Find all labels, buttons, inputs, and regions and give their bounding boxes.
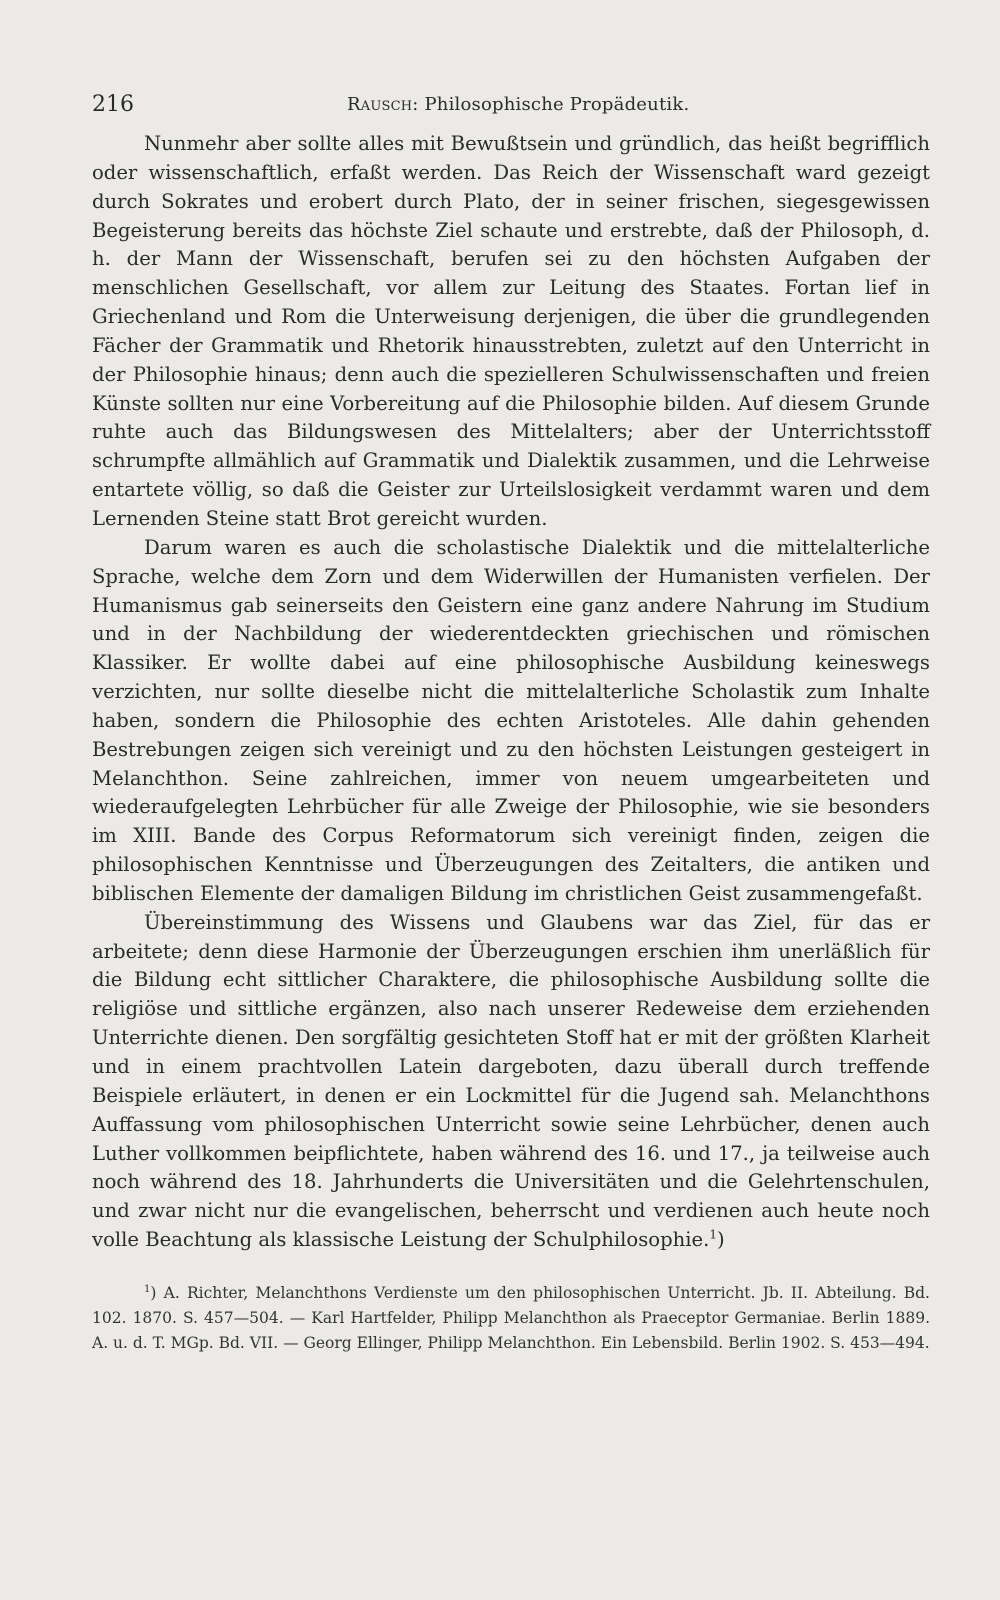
footnote [92, 1281, 930, 1356]
footnote-reference[interactable]: 1 [709, 1227, 717, 1242]
footnote-marker-close: ) [150, 1283, 164, 1302]
book-page [92, 88, 930, 1356]
footnote-reference-close: ) [716, 1228, 725, 1252]
page-number: 216 [92, 92, 134, 117]
running-head-author: Rausch [347, 94, 413, 115]
paragraph-2 [92, 534, 930, 909]
page-header [92, 88, 930, 122]
paragraph-text: Darum waren es auch die scholastische Dialektik und die mittelalterliche Sprache, welche dem Zorn und dem Widerwillen der Humanisten verfielen. Der Humanismus gab seinerseits den Geistern eine ganz andere Nahrung im Studium und in der Nachbildung der wiederentdeckten griechischen und römischen Klassiker. Er wollte dabei auf eine philosophische Ausbildung keineswegs verzichten, nur sollte dieselbe nicht die mittelalterliche Scholastik zum Inhalte haben, sondern die Philosophie des echten Aristoteles. Alle dahin gehenden Bestrebungen zeigen sich vereinigt und zu den höchsten Leistungen gesteigert in Melanchthon. Seine zahlreichen, immer von neuem umgearbeiteten und wiederaufgelegten Lehrbücher für alle Zweige der Philosophie, wie sie besonders im XIII. Bande des Corpus Reformatorum sich vereinigt finden, zeigen die philosophischen Kenntnisse und Überzeugungen des Zeitalters, die antiken und biblischen Elemente der damaligen Bildung im christlichen Geist zusammengefaßt. [92, 535, 930, 905]
footnote-paragraph [92, 1281, 930, 1356]
footnote-text: A. Richter, Melanchthons Verdienste um den philosophischen Unterricht. Jb. II. Abteilung. Bd. 102. 1870. S. 457—504. — Karl Hartfelder, Philipp Melanchthon als Praeceptor Germaniae. Berlin 1889. A. u. d. T. MGp. Bd. VII. — Georg Ellinger, Philipp Melanchthon. Ein Lebensbild. Berlin 1902. S. 453—494. [92, 1283, 930, 1352]
footnote-marker: 1 [144, 1283, 151, 1295]
body-text [92, 130, 930, 1255]
running-head [347, 88, 689, 122]
running-head-title: Philosophische Propädeutik. [424, 94, 690, 115]
paragraph-text: Nunmehr aber sollte alles mit Bewußtsein und gründlich, das heißt begrifflich oder wissenschaftlich, erfaßt werden. Das Reich der Wissenschaft ward gezeigt durch Sokrates und erobert durch Plato, der in seiner frischen, siegesgewissen Begeisterung bereits das höchste Ziel schaute und erstrebte, daß der Philosoph, d. h. der Mann der Wissenschaft, berufen sei zu den höchsten Aufgaben der menschlichen Gesellschaft, vor allem zur Leitung des Staates. Fortan lief in Griechenland und Rom die Unterweisung derjenigen, die über die grundlegenden Fächer der Grammatik und Rhetorik hinausstrebten, zuletzt auf den Unterricht in der Philosophie hinaus; denn auch die spezielleren Schulwissenschaften und freien Künste sollten nur eine Vorbereitung auf die Philosophie bilden. Auf diesem Grunde ruhte auch das Bildungswesen des Mittelalters; aber der Unterrichtsstoff schrumpfte allmählich auf Grammatik und Dialektik zusammen, und die Lehrweise entartete völlig, so daß die Geister zur Urteilslosigkeit verdammt waren und dem Lernenden Steine statt Brot gereicht wurden. [92, 132, 930, 530]
running-head-separator: : [412, 94, 425, 115]
paragraph-1 [92, 130, 930, 534]
paragraph-3 [92, 909, 930, 1255]
paragraph-text: Übereinstimmung des Wissens und Glaubens war das Ziel, für das er arbeitete; denn diese Harmonie der Überzeugungen erschien ihm unerläßlich für die Bildung echt sittlicher Charaktere, die philosophische Ausbildung sollte die religiöse und sittliche ergänzen, also nach unserer Redeweise dem erziehenden Unterrichte dienen. Den sorgfältig gesichteten Stoff hat er mit der größten Klarheit und in einem prachtvollen Latein dargeboten, dazu überall durch treffende Beispiele erläutert, in denen er ein Lockmittel für die Jugend sah. Melanchthons Auffassung vom philosophischen Unterricht sowie seine Lehrbücher, denen auch Luther vollkommen beipflichtete, haben während des 16. und 17., ja teilweise auch noch während des 18. Jahrhunderts die Universitäten und die Gelehrtenschulen, und zwar nicht nur die evangelischen, beherrscht und verdienen auch heute noch volle Beachtung als klassische Leistung der Schulphilosophie. [92, 910, 930, 1252]
